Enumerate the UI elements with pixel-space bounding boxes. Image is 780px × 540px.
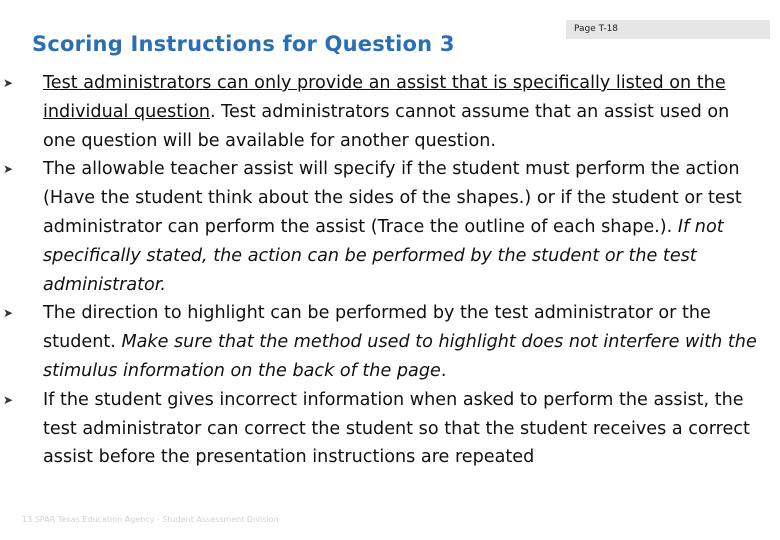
list-item: [0, 386, 780, 472]
arrow-bullet-icon: ➤: [3, 162, 14, 177]
arrow-bullet-icon: ➤: [3, 392, 14, 407]
page-title: Scoring Instructions for Question 3: [32, 32, 455, 56]
page-number: Page T-18: [574, 24, 619, 34]
item-italic-text: Make sure that the method used to highlight does not interfere with the stimulus information on the back of the page: [43, 332, 757, 381]
list-item: [0, 155, 780, 299]
item-italic-text: If not specifically stated, the action can be performed by the student or the test administrator.: [43, 216, 724, 295]
footer-text: 13 SPAR Texas Education Agency - Student Assessment Division: [22, 515, 279, 524]
arrow-bullet-icon: ➤: [3, 76, 14, 90]
item-text: The allowable teacher assist will specify if the student must perform the action (Have the student think about the sides of the shapes.) or if the student or test administrator can perform the assist (Trace the outline of each shape.).: [43, 159, 742, 237]
item-text: If the student gives incorrect information when asked to perform the assist, the test administrator can correct the student so that the student receives a correct assist before the presentation instructions are repeated: [43, 389, 750, 468]
item-text-end: .: [440, 360, 447, 381]
item-text: The direction to highlight can be performed by the test administrator or the student.: [43, 303, 711, 353]
item-text: . Test administrators cannot assume that an assist used on one question will be available for another question.: [43, 101, 730, 151]
list-item: [0, 69, 780, 155]
list-item: [0, 299, 780, 385]
instruction-list: [0, 69, 780, 472]
page-number-box: [566, 20, 770, 39]
arrow-bullet-icon: ➤: [3, 306, 14, 321]
underlined-text: Test administrators can only provide an assist that is specifically listed on the individual question: [43, 73, 726, 122]
